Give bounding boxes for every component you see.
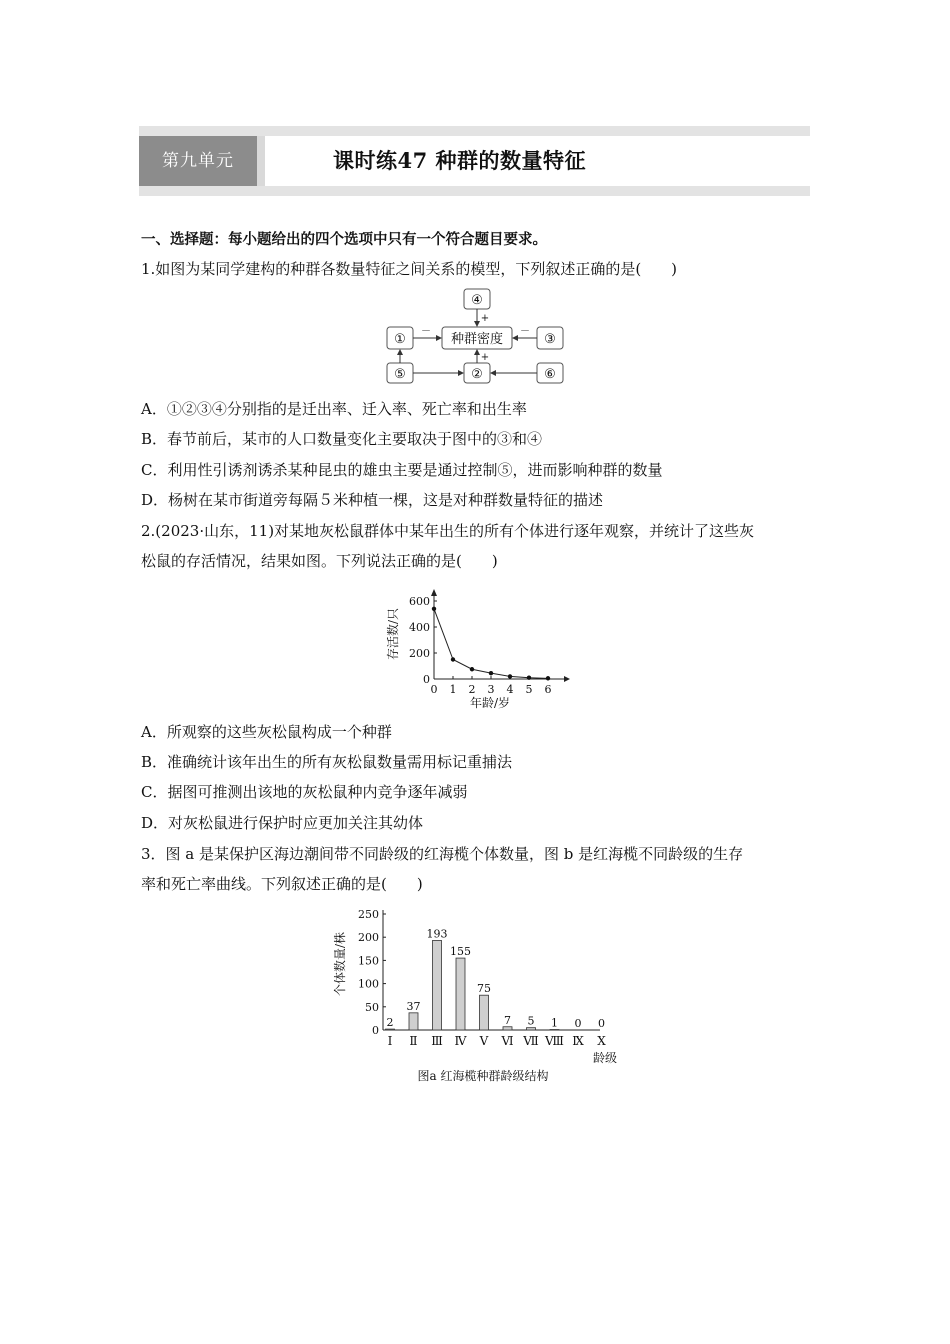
y-tick-label: 400: [409, 621, 430, 634]
bar-value-label: 0: [574, 1017, 582, 1030]
q1-stem: 1.如图为某同学建构的种群各数量特征之间关系的模型，下列叙述正确的是( ): [141, 260, 678, 278]
x-axis-label: 龄级: [592, 1051, 618, 1065]
y-tick-label: 50: [365, 1000, 379, 1014]
x-tick-label: 5: [525, 683, 533, 696]
x-tick-label: Ⅳ: [454, 1034, 467, 1048]
q3-stem-line1: 3．图 a 是某保护区海边潮间带不同龄级的红海榄个体数量，图 b 是红海榄不同龄级的生存: [141, 845, 744, 863]
bar-value-label: 0: [598, 1017, 605, 1030]
x-tick-label: 0: [430, 683, 438, 696]
data-point: [508, 674, 512, 678]
x-tick-label: Ⅷ: [545, 1034, 564, 1048]
q1-diagram: [380, 284, 570, 388]
data-point: [451, 657, 455, 661]
header-top-band: [139, 126, 810, 136]
y-tick-label: 200: [358, 931, 379, 945]
header-bottom-band: [139, 186, 810, 196]
survival-line: [434, 609, 548, 679]
y-tick-label: 200: [409, 647, 430, 660]
x-tick-label: Ⅰ: [387, 1034, 393, 1048]
unit-label: 第九单元: [139, 136, 257, 186]
data-point: [546, 676, 550, 680]
q2-option-c: C．据图可推测出该地的灰松鼠种内竞争逐年减弱: [141, 783, 468, 801]
x-tick-label: 6: [544, 683, 552, 696]
minus-right: －: [520, 326, 530, 337]
node-5-label: ⑤: [394, 367, 406, 382]
header-separator: [257, 136, 265, 186]
bar-value-label: 75: [477, 982, 491, 996]
data-point: [470, 667, 474, 671]
bar: [433, 940, 442, 1030]
x-axis-arrow: [564, 676, 570, 682]
q1-option-b: B．春节前后，某市的人口数量变化主要取决于图中的③和④: [141, 430, 543, 448]
q2-option-a: A．所观察的这些灰松鼠构成一个种群: [141, 723, 392, 741]
plus-bottom: +: [480, 352, 490, 363]
bar: [503, 1027, 512, 1030]
y-tick-label: 100: [358, 977, 379, 991]
bar-value-label: 1: [551, 1016, 558, 1030]
node-center-label: 种群密度: [450, 332, 504, 347]
bar: [409, 1013, 418, 1030]
node-2-label: ②: [471, 367, 483, 382]
bar: [456, 958, 465, 1030]
x-tick-label: Ⅱ: [409, 1034, 418, 1048]
y-tick-label: 250: [358, 908, 379, 921]
q1-option-d: D．杨树在某市街道旁每隔５米种植一棵，这是对种群数量特征的描述: [141, 491, 604, 509]
q1-option-c: C．利用性引诱剂诱杀某种昆虫的雄虫主要是通过控制⑤，进而影响种群的数量: [141, 461, 663, 479]
x-tick-label: Ⅹ: [597, 1034, 606, 1048]
x-tick-label: 3: [487, 683, 495, 696]
q2-option-b: B．准确统计该年出生的所有灰松鼠数量需用标记重捕法: [141, 753, 513, 771]
plus-top: +: [480, 313, 490, 324]
q2-stem-line2: 松鼠的存活情况，结果如图。下列说法正确的是( ): [141, 552, 498, 570]
y-axis-label: 存活数/只: [386, 607, 400, 661]
bar: [527, 1028, 536, 1030]
y-axis-arrow: [431, 589, 437, 596]
x-axis-label: 年龄/岁: [469, 696, 511, 710]
age-structure-chart: [328, 902, 630, 1088]
chart-caption: 图a 红海榄种群龄级结构: [417, 1069, 549, 1083]
minus-left: －: [421, 326, 431, 337]
x-tick-label: 2: [468, 683, 476, 696]
bar-value-label: 155: [450, 945, 471, 959]
data-point: [527, 676, 531, 680]
x-tick-label: 4: [506, 683, 514, 696]
q1-option-a: A．①②③④分别指的是迁出率、迁入率、死亡率和出生率: [141, 400, 527, 418]
q2-option-d: D．对灰松鼠进行保护时应更加关注其幼体: [141, 814, 424, 832]
bar-value-label: 7: [504, 1013, 511, 1027]
data-point: [432, 607, 436, 611]
y-tick-label: 0: [372, 1024, 379, 1037]
data-point: [489, 671, 493, 675]
x-tick-label: Ⅸ: [572, 1034, 584, 1048]
survival-chart: [380, 586, 576, 710]
node-3-label: ③: [544, 332, 556, 347]
bar-value-label: 2: [386, 1016, 394, 1030]
y-tick-label: 600: [409, 595, 430, 608]
section-heading: 一、选择题：每小题给出的四个选项中只有一个符合题目要求。: [141, 232, 547, 248]
node-1-label: ①: [394, 332, 406, 347]
x-tick-label: Ⅲ: [431, 1034, 443, 1048]
bar-value-label: 37: [406, 999, 421, 1013]
bar: [480, 995, 489, 1030]
x-tick-label: Ⅶ: [523, 1034, 539, 1048]
y-tick-label: 150: [358, 954, 379, 968]
q3-stem-line2: 率和死亡率曲线。下列叙述正确的是( ): [141, 875, 423, 893]
y-axis-label: 个体数量/株: [333, 931, 347, 997]
bar-value-label: 5: [527, 1014, 535, 1028]
page-header: [139, 126, 810, 196]
node-4-label: ④: [471, 293, 483, 308]
bar: [386, 1029, 395, 1030]
page-title: 课时练47 种群的数量特征: [333, 148, 587, 173]
x-tick-label: Ⅵ: [501, 1034, 514, 1048]
node-6-label: ⑥: [544, 367, 556, 382]
y-tick-label: 0: [423, 673, 430, 686]
q2-stem-line1: 2.(2023·山东，11)对某地灰松鼠群体中某年出生的所有个体进行逐年观察，并统计了这些灰: [141, 522, 755, 540]
bar-value-label: 193: [426, 927, 448, 941]
x-tick-label: 1: [449, 683, 457, 696]
x-tick-label: Ⅴ: [479, 1034, 489, 1048]
